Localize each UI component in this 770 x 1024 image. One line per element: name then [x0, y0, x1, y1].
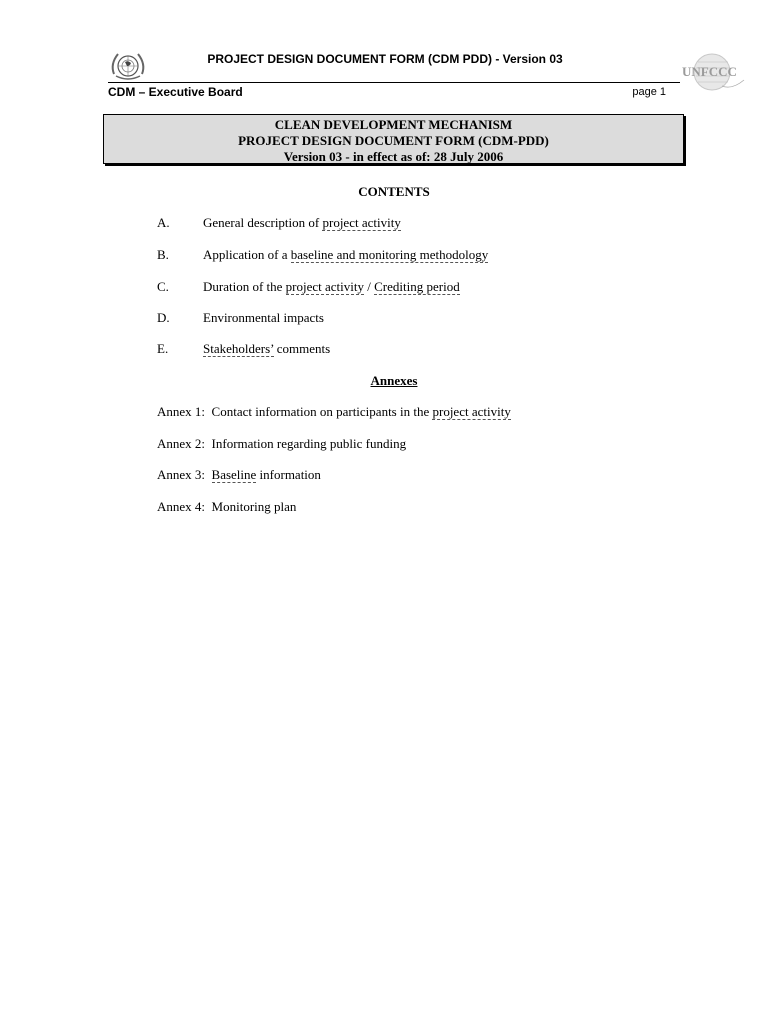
document-header-title: PROJECT DESIGN DOCUMENT FORM (CDM PDD) - Version 03: [207, 52, 563, 66]
title-line-1: CLEAN DEVELOPMENT MECHANISM: [274, 117, 513, 132]
annex-label: Annex 2:: [157, 436, 206, 451]
contents-item-separator: /: [364, 279, 375, 294]
annexes-heading-text: Annexes: [370, 373, 418, 388]
contents-item-text: Application of a: [203, 247, 291, 262]
contents-item-letter: A.: [157, 215, 170, 230]
header-divider: [108, 82, 680, 83]
annex-text: Contact information on participants in the: [211, 404, 433, 419]
glossary-link[interactable]: Baseline: [211, 467, 257, 482]
glossary-link[interactable]: project activity: [432, 404, 511, 419]
glossary-link[interactable]: Crediting period: [374, 279, 460, 294]
annex-text: Information regarding public funding: [211, 436, 407, 451]
contents-item-d: [157, 310, 324, 326]
page-number: page 1: [632, 86, 666, 98]
contents-item-text: General description of: [203, 215, 323, 230]
annexes-heading: [0, 373, 770, 389]
annex-text: information: [256, 467, 321, 482]
title-line-3: Version 03 - in effect as of: 28 July 2006: [283, 149, 504, 164]
glossary-link[interactable]: project activity: [285, 279, 365, 294]
header-board-label: CDM – Executive Board: [108, 85, 243, 99]
annex-item-2: [157, 436, 406, 452]
contents-item-letter: D.: [157, 310, 170, 325]
contents-item-letter: C.: [157, 279, 169, 294]
annex-label: Annex 1:: [157, 404, 206, 419]
title-line-2: PROJECT DESIGN DOCUMENT FORM (CDM-PDD): [238, 133, 549, 148]
glossary-link[interactable]: baseline and monitoring methodology: [290, 247, 489, 262]
contents-heading: CONTENTS: [358, 184, 430, 199]
glossary-link[interactable]: project activity: [322, 215, 401, 230]
annex-label: Annex 3:: [157, 467, 206, 482]
contents-item-text: Duration of the: [203, 279, 286, 294]
annex-item-3: [157, 467, 321, 483]
annex-text: Monitoring plan: [211, 499, 297, 514]
contents-item-text: Environmental impacts: [203, 310, 324, 325]
contents-item-c: [157, 279, 460, 295]
title-box: [103, 114, 684, 164]
contents-item-a: [157, 215, 401, 231]
annex-label: Annex 4:: [157, 499, 206, 514]
contents-item-letter: B.: [157, 247, 169, 262]
contents-item-letter: E.: [157, 341, 169, 356]
annex-item-1: [157, 404, 511, 420]
unfccc-logo-text: UNFCCC: [682, 64, 737, 79]
glossary-link[interactable]: Stakeholders’: [203, 341, 274, 356]
annex-item-4: [157, 499, 296, 515]
contents-item-b: [157, 247, 488, 263]
contents-item-text: comments: [273, 341, 331, 356]
contents-item-e: [157, 341, 330, 357]
